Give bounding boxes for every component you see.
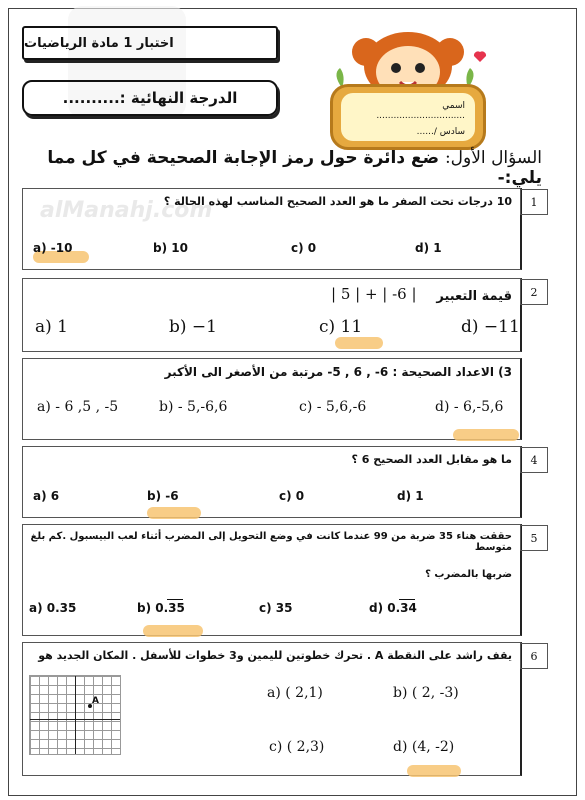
question-number: 2 bbox=[520, 279, 548, 305]
option-b[interactable]: b) - 5,-6,6 bbox=[159, 399, 228, 415]
question-text: ما هو مقابل العدد الصحيح 6 ؟ bbox=[351, 453, 512, 466]
student-card bbox=[318, 22, 494, 142]
section-instruction: ضع دائرة حول رمز الإجابة الصحيحة في كل مما يلي:- bbox=[47, 148, 542, 188]
repeating-bar bbox=[399, 599, 415, 600]
option-a[interactable]: a) 6 bbox=[33, 489, 60, 503]
question-2 bbox=[22, 278, 538, 352]
option-c[interactable]: c) ( 2,3) bbox=[269, 739, 325, 755]
y-axis bbox=[75, 676, 76, 754]
option-a[interactable]: a) -10 bbox=[33, 241, 73, 255]
question-number: 6 bbox=[520, 643, 548, 669]
question-number: 4 bbox=[520, 447, 548, 473]
question-text-continued: ضربها بالمضرب ؟ bbox=[425, 569, 512, 580]
question-5 bbox=[22, 524, 538, 636]
option-b[interactable]: b) 10 bbox=[153, 241, 188, 255]
question-3 bbox=[22, 358, 522, 440]
grade-field: الدرجة النهائية :.......... bbox=[22, 80, 278, 116]
option-b[interactable]: b) ( 2, -3) bbox=[393, 685, 459, 701]
option-a[interactable]: a) - 6 ,5 , -5 bbox=[37, 399, 119, 415]
section-header bbox=[22, 148, 542, 188]
section-title: السؤال الأول: bbox=[444, 148, 542, 168]
question-4 bbox=[22, 446, 538, 518]
coordinate-grid bbox=[29, 675, 121, 755]
answer-highlight bbox=[147, 507, 201, 519]
class-field: سادس /...... bbox=[416, 127, 465, 137]
name-plate bbox=[330, 84, 486, 150]
question-number: 5 bbox=[520, 525, 548, 551]
repeating-bar bbox=[167, 599, 183, 600]
question-1 bbox=[22, 188, 538, 270]
x-axis bbox=[30, 719, 120, 720]
answer-highlight bbox=[143, 625, 203, 637]
option-c[interactable]: c) 11 bbox=[319, 317, 363, 337]
option-d[interactable]: d) 1 bbox=[397, 489, 424, 503]
option-d[interactable]: d) 0.34 bbox=[369, 601, 417, 615]
question-text: حققت هناء 35 ضربة من 99 عندما كانت في وضع التحويل إلى المضرب أثناء لعب البيسبول .كم بلغ متوسط bbox=[30, 531, 512, 553]
question-number: 1 bbox=[520, 189, 548, 215]
answer-highlight bbox=[335, 337, 383, 349]
question-text: 3) الاعداد الصحيحة : 6- , 6 , 5- مرتبة من الأصغر الى الأكبر bbox=[164, 365, 512, 379]
option-c[interactable]: c) 0 bbox=[291, 241, 317, 255]
option-a[interactable]: a) ( 2,1) bbox=[267, 685, 323, 701]
point-a-label: A bbox=[92, 696, 99, 706]
option-d[interactable]: d) 1 bbox=[415, 241, 442, 255]
answer-highlight bbox=[453, 429, 519, 441]
watermark-text: alManahj.com bbox=[40, 198, 213, 223]
option-c[interactable]: c) 35 bbox=[259, 601, 293, 615]
option-c[interactable]: c) - 5,6,-6 bbox=[299, 399, 367, 415]
option-b[interactable]: b) 0.35 bbox=[137, 601, 185, 615]
option-b[interactable]: b) −1 bbox=[169, 317, 217, 337]
option-d[interactable]: d) −11 bbox=[461, 317, 520, 337]
exam-title: اختبار 1 مادة الرياضيات bbox=[22, 26, 278, 60]
answer-highlight bbox=[407, 765, 461, 777]
option-a[interactable]: a) 0.35 bbox=[29, 601, 77, 615]
option-b[interactable]: b) -6 bbox=[147, 489, 179, 503]
option-a[interactable]: a) 1 bbox=[35, 317, 68, 337]
option-d[interactable]: d) - 6,-5,6 bbox=[435, 399, 504, 415]
absolute-value-expression: | 5 | + | -6 | bbox=[331, 285, 417, 303]
name-field: اسمي ............................... bbox=[376, 101, 465, 121]
option-c[interactable]: c) 0 bbox=[279, 489, 305, 503]
question-6 bbox=[22, 642, 538, 776]
option-d[interactable]: d) (4, -2) bbox=[393, 739, 455, 755]
question-text: يقف راشد على النقطة A . تحرك خطوتين لليمين و3 خطوات للأسفل . المكان الجديد هو bbox=[38, 649, 512, 662]
question-text: قيمة التعبير bbox=[436, 289, 512, 304]
question-text: 10 درجات تحت الصفر ما هو العدد الصحيح المناسب لهذه الحالة ؟ bbox=[163, 195, 512, 208]
